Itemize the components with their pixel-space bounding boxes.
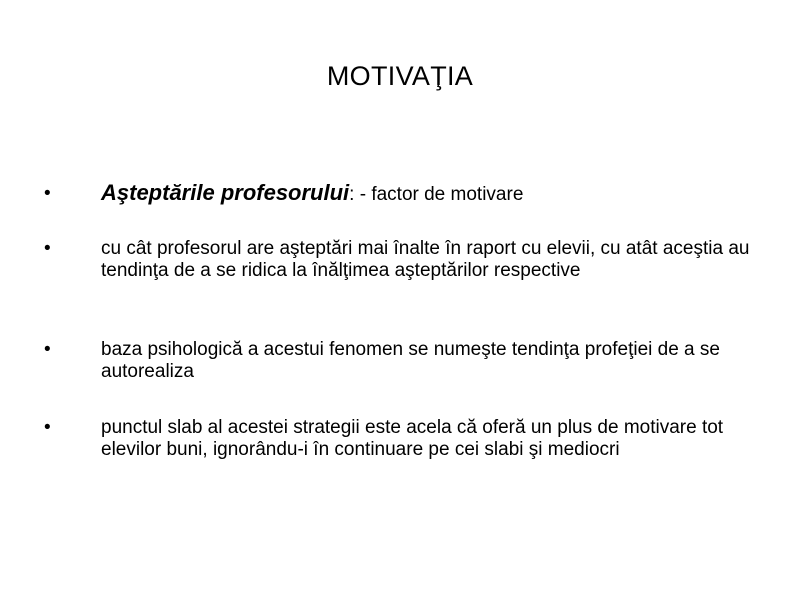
bullet-text: baza psihologică a acestui fenomen se numeşte tendinţa profeţiei de a se autorealiza <box>101 339 720 382</box>
bullet-icon: • <box>44 339 51 360</box>
bullet-icon: • <box>44 238 51 259</box>
bullet-text <box>101 181 761 207</box>
bullet-text: cu cât profesorul are aşteptări mai înalte în raport cu elevii, cu atât aceştia au tendinţa de a se ridica la înălţimea aşteptărilor respective <box>101 238 750 281</box>
slide-title: MOTIVAŢIA <box>326 61 474 91</box>
bullet-icon: • <box>44 417 51 438</box>
bullet-body: : - factor de motivare <box>349 184 524 205</box>
bullet-icon: • <box>44 183 51 204</box>
bullet-emphasis: Aşteptările profesorului <box>101 180 350 205</box>
bullet-text: punctul slab al acestei strategii este acela că oferă un plus de motivare tot elevilor buni, ignorându-i în continuare pe cei slabi şi mediocri <box>101 417 724 460</box>
